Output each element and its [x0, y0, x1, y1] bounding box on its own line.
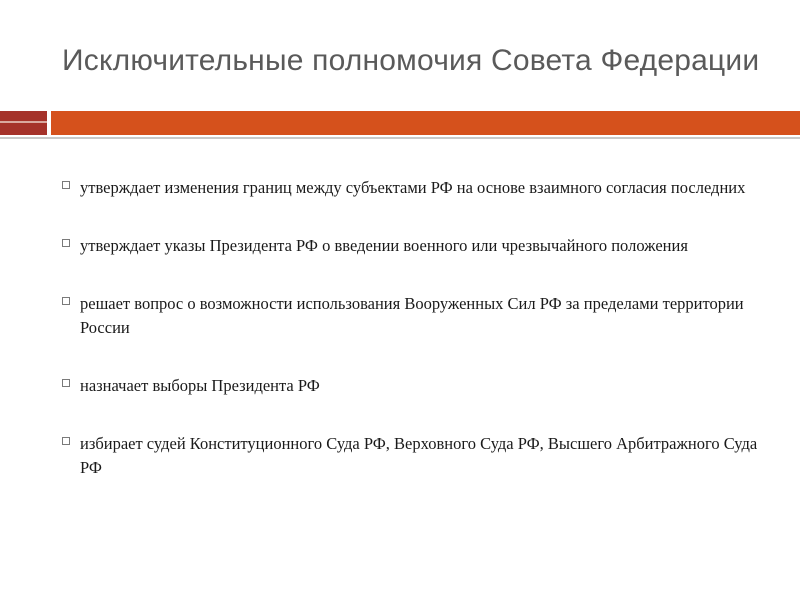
accent-bar-left-stripe — [0, 121, 47, 123]
bullet-list — [62, 176, 762, 480]
hollow-square-bullet-icon — [62, 297, 70, 305]
list-item — [62, 292, 762, 340]
list-item-text: решает вопрос о возможности использования Вооруженных Сил РФ за пределами территории России — [80, 294, 744, 337]
list-item — [62, 234, 762, 258]
divider-line — [0, 137, 800, 139]
hollow-square-bullet-icon — [62, 181, 70, 189]
slide-title: Исключительные полномочия Совета Федерации — [62, 44, 760, 77]
hollow-square-bullet-icon — [62, 379, 70, 387]
list-item-text: избирает судей Конституционного Суда РФ, Верховного Суда РФ, Высшего Арбитражного Суда РФ — [80, 434, 758, 477]
list-item-text: утверждает указы Президента РФ о введении военного или чрезвычайного положения — [80, 236, 688, 255]
list-item-text: назначает выборы Президента РФ — [80, 376, 320, 395]
hollow-square-bullet-icon — [62, 437, 70, 445]
hollow-square-bullet-icon — [62, 239, 70, 247]
list-item — [62, 374, 762, 398]
list-item — [62, 176, 762, 200]
list-item-text: утверждает изменения границ между субъектами РФ на основе взаимного согласия последних — [80, 178, 746, 197]
accent-bar-left — [0, 111, 47, 135]
list-item — [62, 432, 762, 480]
accent-bar-right — [51, 111, 800, 135]
